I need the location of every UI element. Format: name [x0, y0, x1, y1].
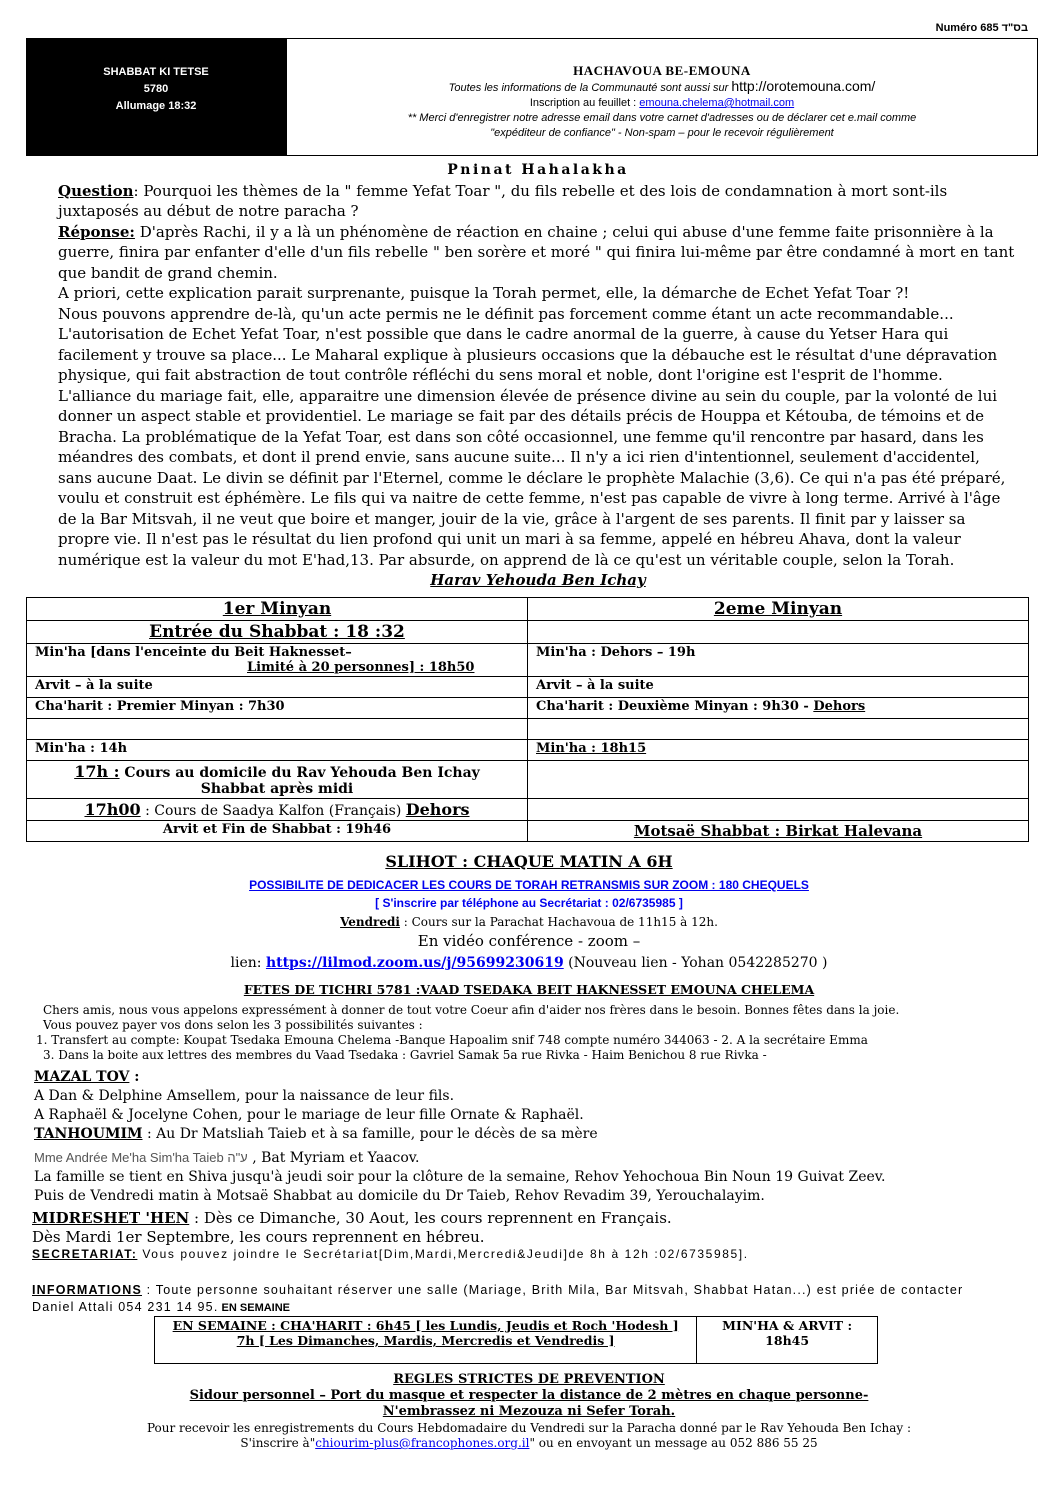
table-row: [27, 799, 1029, 821]
newsletter-header: [286, 38, 1038, 156]
candle-lighting: Allumage 18:32: [115, 100, 197, 112]
minha-1: Min'ha [dans l'enceinte du Beit Haknesset– Limité à 20 personnes] : 18h50: [27, 644, 528, 677]
inscrire-phone: [ S'inscrire par téléphone au Secrétariat : 02/6735985 ]: [375, 896, 683, 910]
zoom-link[interactable]: https://lilmod.zoom.us/j/95699230619: [265, 955, 564, 971]
table-row: [155, 1317, 878, 1364]
question: Question: Pourquoi les thèmes de la " femme Yefat Toar ", du fils rebelle et des lois de condamnation à mort sont-ils juxtaposés au début de notre paracha ?: [58, 181, 948, 220]
question-label: Question: [58, 181, 134, 200]
shabbat-entry: Entrée du Shabbat : 18 :32: [27, 621, 528, 644]
table-row: [27, 719, 1029, 740]
secretariat: SECRETARIAT: Vous pouvez joindre le Secrétariat[Dim,Mardi,Mercredi&Jeudi]de 8h à 12h :02/6735985].: [32, 1247, 749, 1261]
arvit-1: Arvit – à la suite: [27, 677, 528, 698]
weekday-chaharit: EN SEMAINE : CHA'HARIT : 6h45 [ les Lundis, Jeudis et Roch 'Hodesh ] 7h [ Les Dimanches, Mardis, Mercredis et Vendredis ]: [155, 1317, 697, 1364]
parasha-name: SHABBAT KI TETSE: [103, 66, 209, 78]
weekday-minha-arvit: MIN'HA & ARVIT : 18h45: [697, 1317, 878, 1364]
cours-rav: 17h : Cours au domicile du Rav Yehouda Ben Ichay Shabbat après midi: [27, 761, 528, 799]
table-row: [27, 677, 1029, 698]
table-row: [27, 740, 1029, 761]
table-row: [27, 698, 1029, 719]
cours-saadya: 17h00 : Cours de Saadya Kalfon (Français) Dehors: [27, 799, 528, 821]
shabbat-end: Arvit et Fin de Shabbat : 19h46: [27, 821, 528, 842]
table-row: [27, 821, 1029, 842]
fetes-tichri: FETES DE TICHRI 5781 :VAAD TSEDAKA BEIT HAKNESSET EMOUNA CHELEMA: [243, 982, 815, 997]
minha-2: Min'ha : Dehors – 19h: [528, 644, 1029, 677]
midreshet-hen: MIDRESHET 'HEN : Dès ce Dimanche, 30 Aout, les cours reprennent en Français. Dès Mardi 1er Septembre, les cours reprennent en hébreu.: [32, 1209, 672, 1246]
donations: Chers amis, nous vous appelons expressément à donner de tout votre Coeur afin d'aider nos frères dans le besoin. Bonnes fêtes dans la joie. Vous pouvez payer vos dons selon les 3 possibilités suivantes : 1. Transfert au compte: Koupat Tsedaka Emouna Chelema -Banque Hapoalim snif 748 compte numéro 344063 - 2. A la secrétaire Emma 3. Dans la boite aux lettres des membres du Vaad Tsedaka : Gavriel Samak 5a rue Rivka - Haim Benichou 8 rue Rivka -: [36, 1003, 900, 1062]
minyan-1-header: 1er Minyan: [27, 598, 528, 621]
chaharit-2: Cha'harit : Deuxième Minyan : 9h30 - Dehors: [528, 698, 1029, 719]
mazal-tov-label: MAZAL TOV: [34, 1069, 130, 1085]
chaharit-1: Cha'harit : Premier Minyan : 7h30: [27, 698, 528, 719]
answer: Réponse: D'après Rachi, il y a là un phénomène de réaction en chaine ; celui qui abuse d'une femme faite prisonnière à la guerre, finira par enfanter d'elle d'un fils rebelle " ben sorère et moré " qui finira lui-même par être condamné à mort en tant que bandit de grand chemin.: [58, 222, 1015, 282]
video-conference: En vidéo conférence - zoom –: [417, 932, 641, 950]
inscription-email-link[interactable]: emouna.chelema@hotmail.com: [639, 97, 795, 109]
slihot: SLIHOT : CHAQUE MATIN A 6H: [385, 852, 673, 871]
paragraph-2: Nous pouvons apprendre de-là, qu'un acte permis ne le définit pas forcement comme étant un acte recommandable... L'autorisation de Echet Yefat Toar, n'est possible que dans le cadre anormal de la guerre, à cause du Yetser Hara qui facilement y trouve sa place... Le Maharal explique à plusieurs occasions que la débauche est le résultat d'une dépravation physique, qui fait abstraction de tout contrôle réfléchi du sens moral et noble, dont l'origine est l'esprit de l'homme. L'alliance du mariage fait, elle, apparaitre une dimension élevée de présence divine au sein du couple, par la volonté de lui donner un aspect stable et providentiel. Le mariage se fait par des détails précis de Houppa et Kétouba, de témoins et de Bracha. La problématique de la Yefat Toar, est dans son côté occasionnel, une femme qu'il rencontre par hasard, dans les méandres des combats, et dont il prend envie, sans aucune suite... Il n'y a ici rien d'intentionnel, seulement d'accidentel, sans aucune Daat. Le divin se définit par l'Eternel, comme le déclare le prophète Malachie (3,6). Ce qui n'a pas été préparé, voulu et construit est éphémère. Le fils qui va naitre de cette femme, n'est pas capable de vivre à long terme. Arrivé à l'âge de la Bar Mitsvah, il ne veut que boire et manger, jouir de la vie, grâce à l'argent de ses parents. Il finit par y laisser sa propre vie. Il n'est pas le résultat du lien profond qui unit un mari à sa femme, appelé en hébreu Ahava, dont la valeur numérique est la valeur du mot E'had,13. Par absurde, on apprend de là ce qu'est un véritable couple, selon la Torah.: [58, 304, 1006, 569]
article-author: Harav Yehouda Ben Ichay: [430, 571, 646, 589]
birkat-halevana: Motsaë Shabbat : Birkat Halevana: [528, 821, 1029, 842]
weekday-schedule: [154, 1316, 878, 1364]
prevention-rules: REGLES STRICTES DE PREVENTION Sidour personnel – Port du masque et respecter la distance de 2 mètres en chaque personne- N'embrassez ni Mezouza ni Sefer Torah.: [189, 1372, 869, 1419]
vendredi-cours: Vendredi : Cours sur la Parachat Hachavoua de 11h15 à 12h.: [340, 915, 718, 929]
info-line: Toutes les informations de la Communauté sont aussi sur http://orotemouna.com/: [448, 78, 876, 94]
table-row: [27, 598, 1029, 621]
zoom-link-line: lien: https://lilmod.zoom.us/j/95699230619 (Nouveau lien - Yohan 0542285270 ): [230, 955, 828, 971]
article: [58, 160, 1018, 591]
issue-number: Numéro 685 בס"ד: [935, 22, 1028, 34]
website-url[interactable]: http://orotemouna.com/: [731, 78, 876, 94]
paragraph-1: A priori, cette explication parait surprenante, puisque la Torah permet, elle, la démarche de Echet Yefat Toar ?!: [58, 284, 910, 302]
table-row: [27, 621, 1029, 644]
article-title: Pninat Hahalakha: [447, 162, 629, 178]
dedicace-link[interactable]: POSSIBILITE DE DEDICACER LES COURS DE TORAH RETRANSMIS SUR ZOOM : 180 CHEQUELS: [249, 878, 809, 892]
answer-label: Réponse:: [58, 222, 135, 241]
footer: Pour recevoir les enregistrements du Cours Hebdomadaire du Vendredi sur la Paracha donné par le Rav Yehouda Ben Ichay : S'inscrire à"chiourim-plus@francophones.org.il" ou en envoyant un message au 052 886 55 25: [146, 1421, 912, 1450]
note-line-2: "expéditeur de confiance" - Non-spam – pour le recevoir régulièrement: [490, 127, 834, 139]
newsletter-title: HACHAVOUA BE-EMOUNA: [573, 63, 751, 78]
shabbat-info-box: [26, 38, 286, 156]
minha-day-2: Min'ha : 18h15: [528, 740, 1029, 761]
chiourim-email-link[interactable]: chiourim-plus@francophones.org.il: [315, 1436, 530, 1450]
schedule-table: [26, 597, 1029, 842]
arvit-2: Arvit – à la suite: [528, 677, 1029, 698]
mazal-tov: MAZAL TOV : A Dan & Delphine Amsellem, pour la naissance de leur fils. A Raphaël & Jocelyne Cohen, pour le mariage de leur fille Ornate & Raphaël. TANHOUMIM : Au Dr Matsliah Taieb et à sa famille, pour le décès de sa mère: [34, 1069, 598, 1142]
table-row: [27, 761, 1029, 799]
minyan-2-header: 2eme Minyan: [528, 598, 1029, 621]
informations: INFORMATIONS : Toute personne souhaitant réserver une salle (Mariage, Brith Mila, Bar Mitsvah, Shabbat Hatan...) est priée de contacter Daniel Attali 054 231 14 95. EN SEMAINE: [32, 1283, 964, 1314]
tanhoumim-details: Mme Andrée Me'ha Sim'ha Taieb ע"ה , Bat Myriam et Yaacov. La famille se tient en Shiva jusqu'à jeudi soir pour la clôture de la semaine, Rehov Yehochoua Bin Noun 19 Guivat Zeev. Puis de Vendredi matin à Motsaë Shabbat au domicile du Dr Taieb, Rehov Revadim 39, Yerouchalayim.: [34, 1150, 886, 1204]
year: 5780: [143, 83, 169, 95]
tanhoumim-label: TANHOUMIM: [34, 1126, 143, 1142]
note-line-1: ** Merci d'enregistrer notre adresse email dans votre carnet d'adresses ou de déclarer cet e.mail comme: [407, 112, 917, 124]
table-row: [27, 644, 1029, 677]
inscription-line: Inscription au feuillet : emouna.chelema@hotmail.com: [529, 97, 795, 109]
minha-day-1: Min'ha : 14h: [27, 740, 528, 761]
